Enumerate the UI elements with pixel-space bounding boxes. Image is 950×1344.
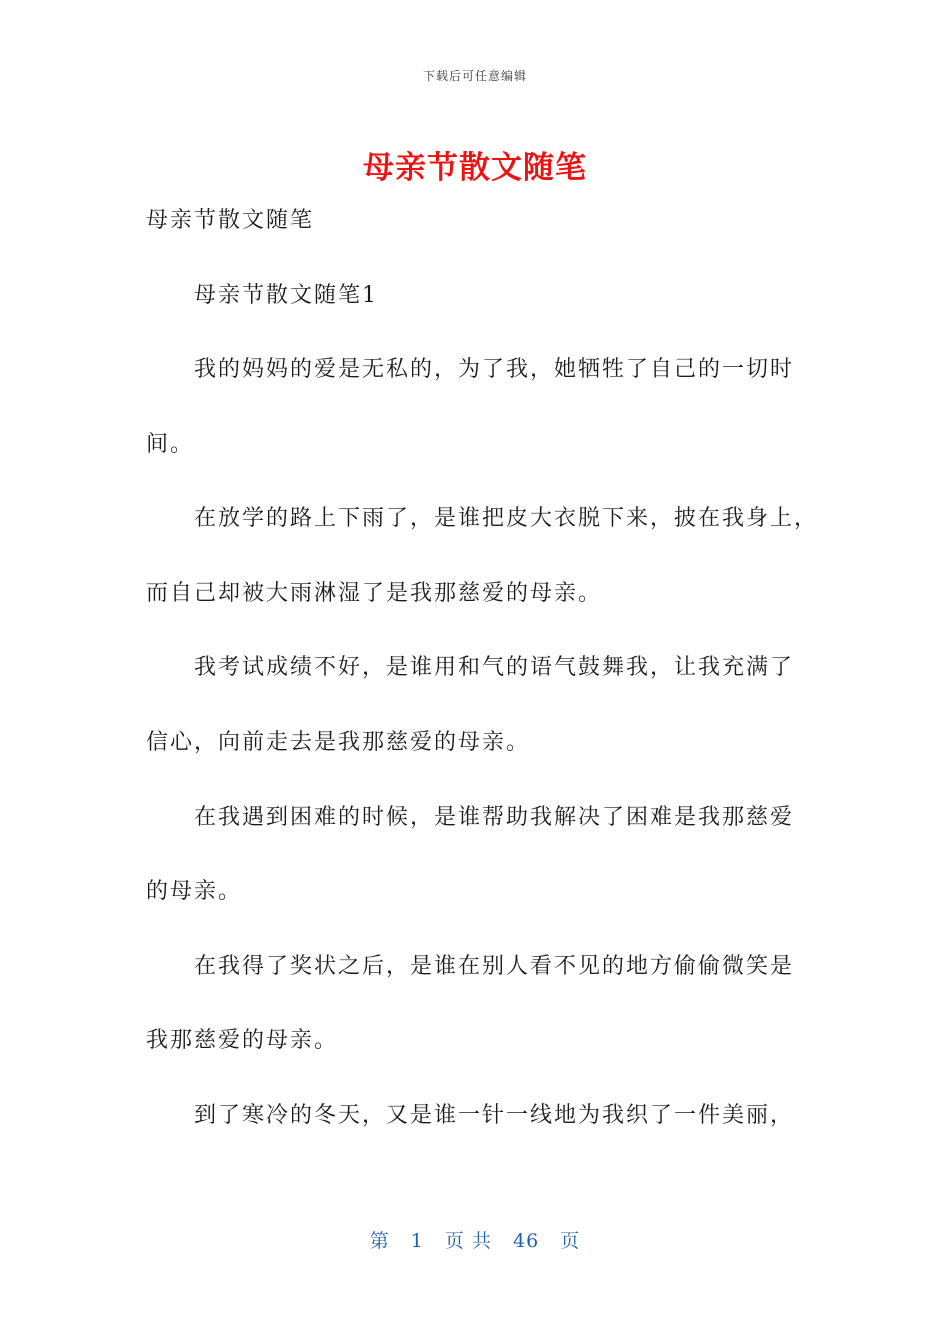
subtitle-line: 母亲节散文随笔 xyxy=(146,208,315,233)
paragraph-line: 我的妈妈的爱是无私的，为了我，她牺牲了自己的一切时 xyxy=(194,357,795,382)
paragraph-line: 在我遇到困难的时候，是谁帮助我解决了困难是我那慈爱 xyxy=(194,805,795,830)
paragraph-line: 而自己却被大雨淋湿了是我那慈爱的母亲。 xyxy=(146,581,603,606)
header-note: 下载后可任意编辑 xyxy=(422,69,527,83)
footer-page-number: 1 xyxy=(410,1230,424,1252)
footer-prefix: 第 xyxy=(369,1230,390,1252)
paragraph-line: 间。 xyxy=(146,432,195,457)
paragraph-line: 我考试成绩不好，是谁用和气的语气鼓舞我，让我充满了 xyxy=(194,655,795,680)
paragraph-line: 在我得了奖状之后，是谁在别人看不见的地方偷偷微笑是 xyxy=(194,954,795,979)
paragraph-line: 的母亲。 xyxy=(146,879,243,904)
document-title: 母亲节散文随笔 xyxy=(363,150,587,186)
footer-suffix: 页 xyxy=(560,1230,581,1252)
paragraph-line: 到了寒冷的冬天，又是谁一针一线地为我织了一件美丽， xyxy=(194,1103,795,1128)
paragraph-line: 在放学的路上下雨了，是谁把皮大衣脱下来，披在我身上， xyxy=(194,506,819,531)
paragraph-line: 信心，向前走去是我那慈爱的母亲。 xyxy=(146,730,531,755)
paragraph-line: 我那慈爱的母亲。 xyxy=(146,1028,339,1053)
footer-total-pages: 46 xyxy=(513,1230,540,1252)
page-footer xyxy=(0,1226,950,1253)
section-heading: 母亲节散文随笔1 xyxy=(194,283,378,308)
footer-middle: 页 共 xyxy=(444,1230,492,1252)
